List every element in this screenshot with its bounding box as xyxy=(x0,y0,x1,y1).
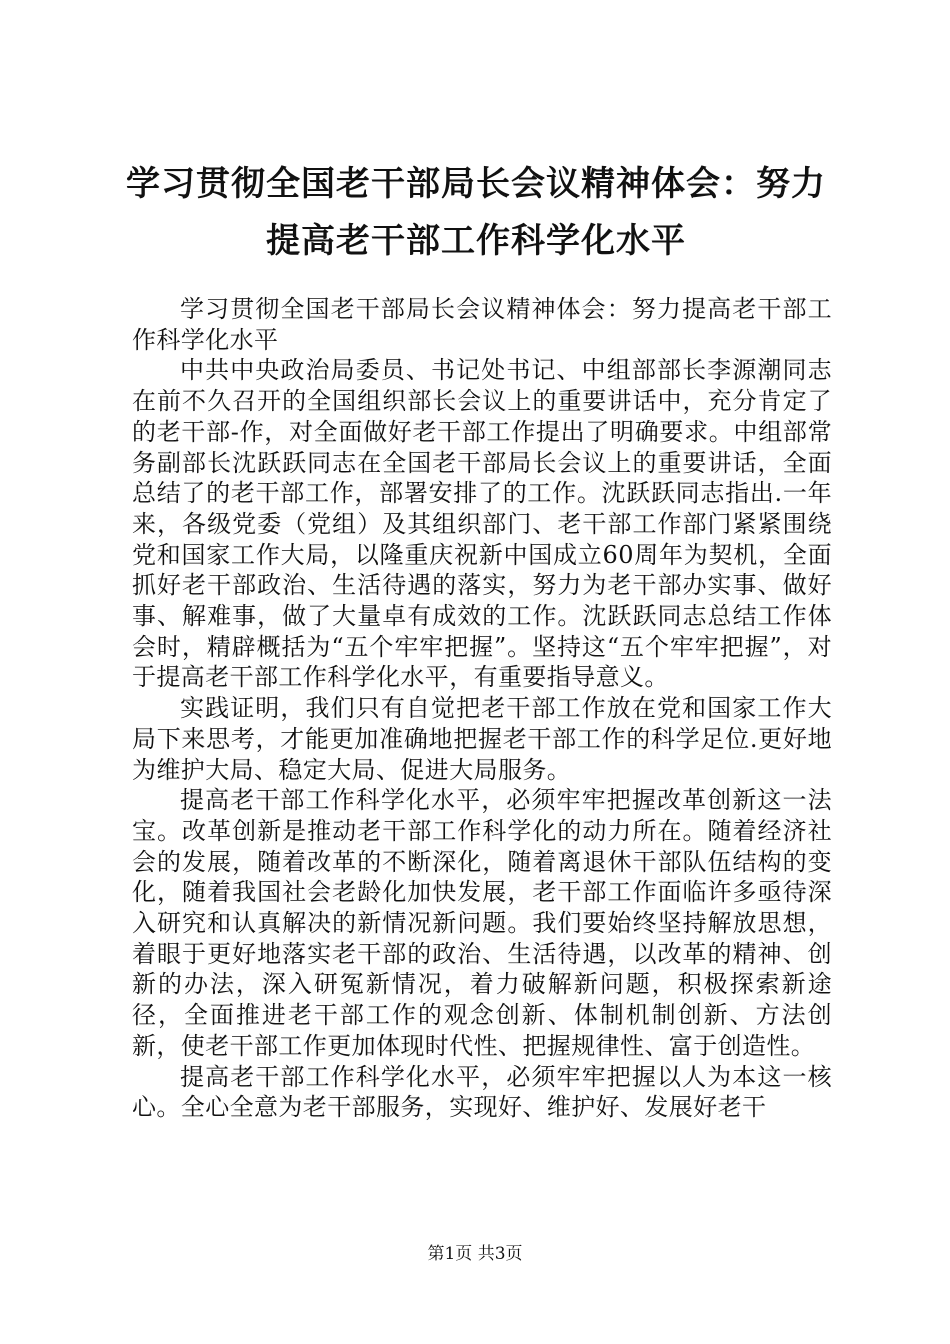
document-title xyxy=(120,156,832,270)
paragraph: 提高老干部工作科学化水平，必须牢牢把握改革创新这一法宝。改革创新是推动老干部工作科学化的动力所在。随着经济社会的发展，随着改革的不断深化，随着离退休干部队伍结构的变化，随着我国社会老龄化加快发展，老干部工作面临许多亟待深入研究和认真解决的新情况新问题。我们要始终坚持解放思想，着眼于更好地落实老干部的政治、生活待遇，以改革的精神、创新的办法，深入研冤新情况，着力破解新问题，积极探索新途径，全面推进老干部工作的观念创新、体制机制创新、方法创新，使老干部工作更加体现时代性、把握规律性、富于创造性。 xyxy=(132,786,832,1060)
paragraph-subtitle: 学习贯彻全国老干部局长会议精神体会：努力提高老干部工作科学化水平 xyxy=(132,295,832,354)
page-number-footer: 第1页 共3页 xyxy=(427,1244,523,1264)
document-body xyxy=(132,294,832,1123)
paragraph: 提高老干部工作科学化水平，必须牢牢把握以人为本这一核心。全心全意为老干部服务，实现好、维护好、发展好老干 xyxy=(132,1062,832,1122)
paragraph: 实践证明，我们只有自觉把老干部工作放在党和国家工作大局下来思考，才能更加准确地把握老干部工作的科学足位.更好地为维护大局、稳定大局、促进大局服务。 xyxy=(132,694,832,784)
title-line-2: 提高老干部工作科学化水平 xyxy=(266,221,686,261)
paragraph: 中共中央政治局委员、书记处书记、中组部部长李源潮同志在前不久召开的全国组织部长会议上的重要讲话中，充分肯定了的老干部-作，对全面做好老干部工作提出了明确要求。中组部常务副部长沈跃跃同志在全国老干部局长会议上的重要讲话，全面总结了的老干部工作，部署安排了的工作。沈跃跃同志指出.一年来，各级党委（党组）及其组织部门、老干部工作部门紧紧围绕党和国家工作大局，以隆重庆祝新中国成立60周年为契机，全面抓好老干部政治、生活待遇的落实，努力为老干部办实事、做好事、解难事，做了大量卓有成效的工作。沈跃跃同志总结工作体会时，精辟概括为“五个牢牢把握”。坚持这“五个牢牢把握”，对于提高老干部工作科学化水平，有重要指导意义。 xyxy=(132,356,832,692)
title-line-1: 学习贯彻全国老干部局长会议精神体会：努力 xyxy=(126,164,826,204)
